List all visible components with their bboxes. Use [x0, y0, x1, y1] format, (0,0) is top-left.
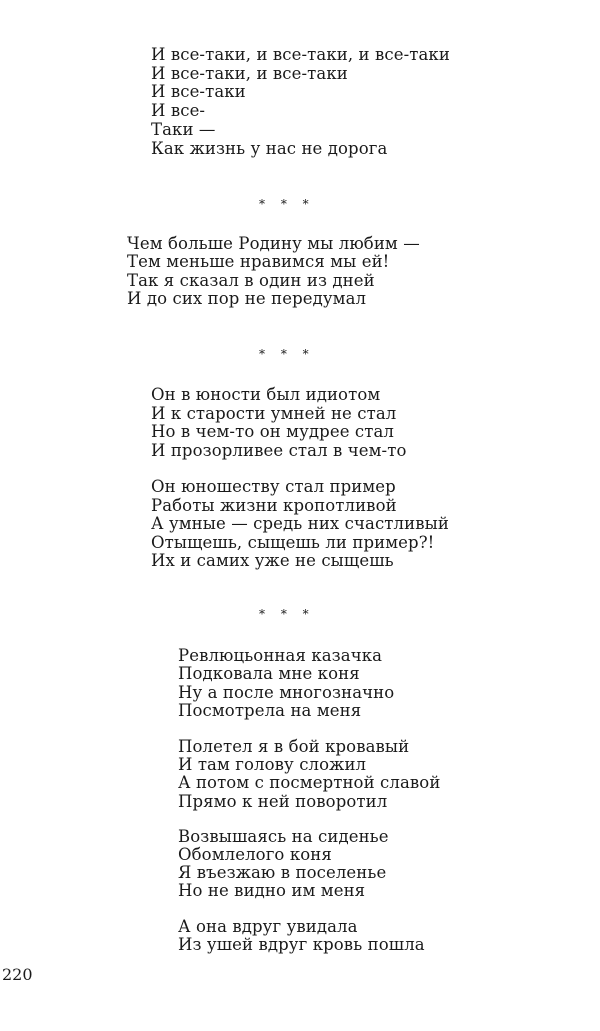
- poem-line: Он в юности был идиотом: [151, 385, 381, 404]
- poem-line: Возвышаясь на сиденье: [178, 827, 389, 846]
- poem-line: А потом с посмертной славой: [178, 773, 441, 792]
- poem-line: Ревлюцьонная казачка: [178, 646, 383, 665]
- poem-line: Как жизнь у нас не дорога: [151, 139, 388, 158]
- poem-line: Но не видно им меня: [178, 881, 366, 900]
- poem-line: Ну а после многозначно: [178, 683, 395, 702]
- poem-line: Я въезжаю в поселенье: [178, 863, 387, 882]
- poem-line: Прямо к ней поворотил: [178, 792, 388, 811]
- poem-line: Из ушей вдруг кровь пошла: [178, 935, 425, 954]
- poem-line: Тем меньше нравимся мы ей!: [127, 252, 390, 271]
- poem-line: Он юношеству стал пример: [151, 477, 396, 496]
- poem-line: Таки —: [151, 120, 216, 139]
- poem-line: Но в чем-то он мудрее стал: [151, 422, 394, 441]
- poem-line: И все-: [151, 101, 206, 120]
- poem-line: И прозорливее стал в чем-то: [151, 441, 407, 460]
- poem-line: И к старости умней не стал: [151, 404, 397, 423]
- poem-line: И все-таки: [151, 82, 246, 101]
- poem-line: Подковала мне коня: [178, 664, 360, 683]
- poem-line: И до сих пор не передумал: [127, 289, 367, 308]
- poem-line: Чем больше Родину мы любим —: [127, 234, 420, 253]
- poem-line: Работы жизни кропотливой: [151, 496, 397, 515]
- poem-line: Посмотрела на меня: [178, 701, 362, 720]
- poem-line: Полетел я в бой кровавый: [178, 737, 410, 756]
- poem-line: Так я сказал в один из дней: [127, 271, 375, 290]
- poem-line: Обомлелого коня: [178, 845, 332, 864]
- poem-line: Их и самих уже не сыщешь: [151, 551, 394, 570]
- poem-line: И все-таки, и все-таки: [151, 64, 348, 83]
- section-separator: * * *: [259, 347, 315, 361]
- section-separator: * * *: [259, 607, 315, 621]
- section-separator: * * *: [259, 197, 315, 211]
- poem-line: И все-таки, и все-таки, и все-таки: [151, 45, 450, 64]
- poem-line: Отыщешь, сыщешь ли пример?!: [151, 533, 435, 552]
- page-number: 220: [2, 965, 33, 984]
- poem-line: А она вдруг увидала: [178, 917, 358, 936]
- poem-line: А умные — средь них счастливый: [151, 514, 449, 533]
- poem-line: И там голову сложил: [178, 755, 367, 774]
